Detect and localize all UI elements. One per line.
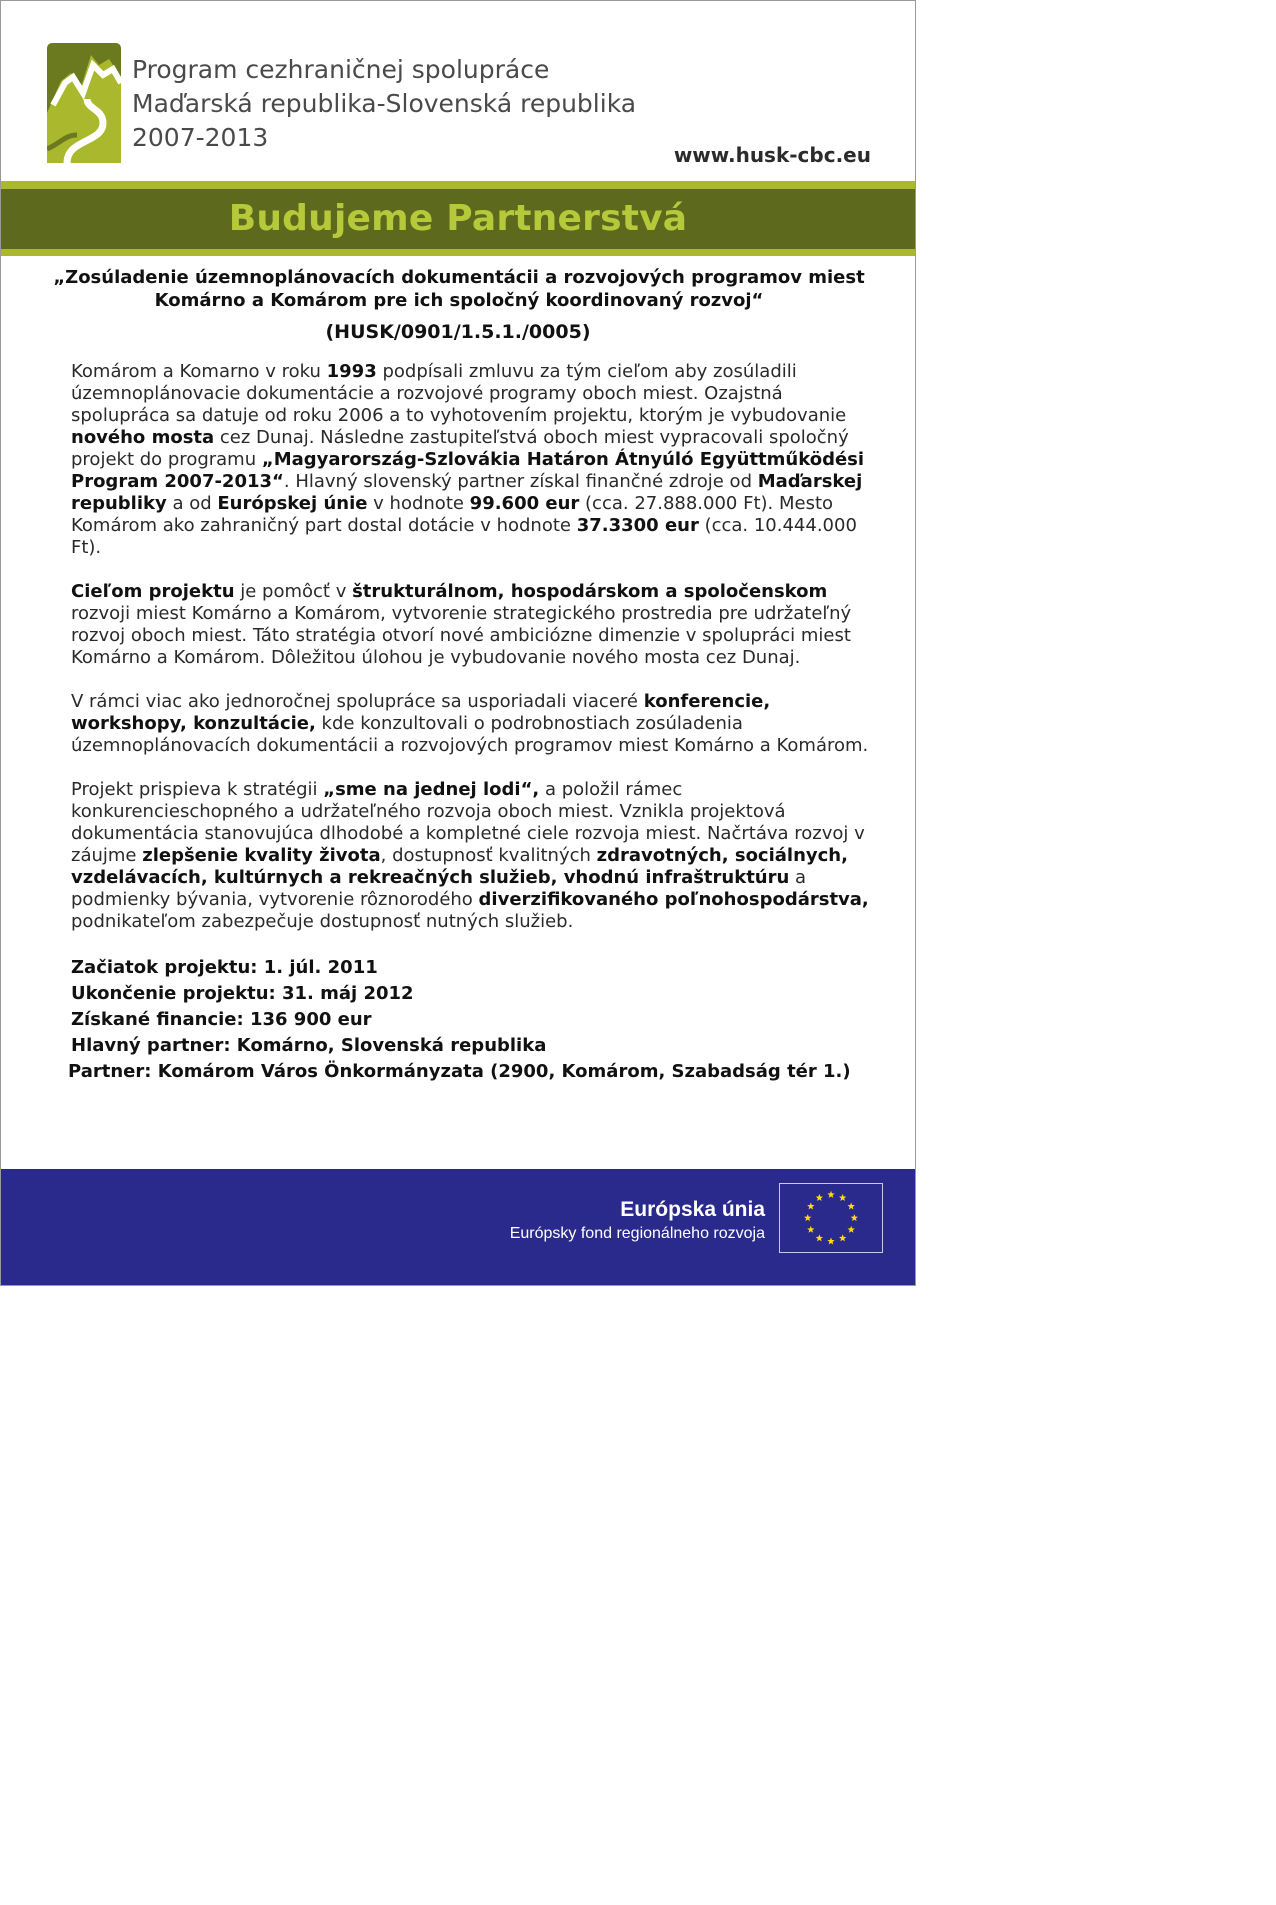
body-text: cez Dunaj. Následne zastupiteľstvá oboch miest vypracovali spoločný projekt do programu bbox=[71, 427, 849, 470]
eu-footer bbox=[1, 1169, 915, 1286]
eu-text bbox=[510, 1197, 765, 1245]
body-text: (cca. 10.444.000 Ft). bbox=[71, 515, 857, 558]
body-text: podnikateľom zabezpečuje dostupnosť nutných služieb. bbox=[71, 911, 574, 932]
paragraph bbox=[71, 361, 881, 559]
program-name bbox=[132, 53, 636, 155]
emphasis-text: zdravotných, sociálnych, vzdelávacích, kultúrnych a rekreačných služieb, vhodnú infraštruktúru bbox=[71, 845, 848, 888]
fact-funding: Získané financie: 136 900 eur bbox=[71, 1009, 372, 1030]
fact-start: Začiatok projektu: 1. júl. 2011 bbox=[71, 957, 378, 978]
paragraph bbox=[71, 691, 881, 757]
body-text: a podmienky bývania, vytvorenie rôznorodého bbox=[71, 867, 807, 910]
body-text: V rámci viac ako jednoročnej spolupráce sa usporiadali viaceré bbox=[71, 691, 644, 712]
body-text: Projekt prispieva k stratégii bbox=[71, 779, 324, 800]
project-content bbox=[68, 361, 881, 1085]
husk-logo-icon bbox=[47, 43, 121, 163]
eu-title: Európska únia bbox=[620, 1198, 765, 1221]
emphasis-text: Európskej únie bbox=[217, 493, 368, 514]
emphasis-text: Maďarskej republiky bbox=[71, 471, 863, 514]
paragraph bbox=[71, 581, 881, 669]
program-line: Program cezhraničnej spolupráce bbox=[132, 55, 550, 84]
body-text: kde konzultovali o podrobnostiach zosúladenia územnoplánovacích dokumentácii a rozvojových programov miest Komárno a Komárom. bbox=[71, 713, 869, 756]
emphasis-text: štrukturálnom, hospodárskom a spoločenskom bbox=[352, 581, 828, 602]
fact-partner: Partner: Komárom Város Önkormányzata (2900, Komárom, Szabadság tér 1.) bbox=[68, 1061, 851, 1082]
website-url: www.husk-cbc.eu bbox=[673, 143, 871, 167]
body-text: (cca. 27.888.000 Ft). Mesto Komárom ako zahraničný part dostal dotácie v hodnote bbox=[71, 493, 834, 536]
emphasis-text: zlepšenie kvality života bbox=[142, 845, 381, 866]
emphasis-text: nového mosta bbox=[71, 427, 215, 448]
project-code: (HUSK/0901/1.5.1./0005) bbox=[325, 321, 591, 343]
emphasis-text: 99.600 eur bbox=[469, 493, 580, 514]
band-top bbox=[1, 181, 915, 189]
eu-subtitle: Európsky fond regionálneho rozvoja bbox=[509, 1225, 765, 1242]
program-line: Maďarská republika-Slovenská republika bbox=[132, 89, 637, 118]
band-bottom bbox=[1, 249, 915, 256]
body-text: rozvoji miest Komárno a Komárom, vytvorenie strategického prostredia pre udržateľný rozvoj oboch miest. Táto stratégia otvorí nové ambiciózne dimenzie v spolupráci miest Komárno a Komárom. Dôležitou úlohou je vybudovanie nového mosta cez Dunaj. bbox=[71, 603, 852, 668]
emphasis-text: konferencie, workshopy, konzultácie, bbox=[71, 691, 771, 734]
project-facts bbox=[68, 955, 881, 1085]
body-text: . Hlavný slovenský partner získal finančné zdroje od bbox=[283, 471, 758, 492]
poster bbox=[0, 0, 916, 1286]
project-title: „Zosúladenie územnoplánovacích dokumentácii a rozvojových programov miest Komárno a Komárom pre ich spoločný koordinovaný rozvoj“ bbox=[53, 267, 865, 311]
body-text: v hodnote bbox=[367, 493, 470, 514]
paragraph bbox=[71, 779, 881, 933]
slogan: Budujeme Partnerstvá bbox=[228, 198, 688, 239]
program-line: 2007-2013 bbox=[132, 123, 269, 152]
fact-lead-partner: Hlavný partner: Komárno, Slovenská republika bbox=[71, 1035, 547, 1056]
emphasis-text: diverzifikovaného poľnohospodárstva, bbox=[478, 889, 869, 910]
emphasis-text: „sme na jednej lodi“, bbox=[323, 779, 540, 800]
emphasis-text: 37.3300 eur bbox=[576, 515, 699, 536]
body-text: a položil rámec konkurencieschopného a udržateľného rozvoja oboch miest. Vznikla projektová dokumentácia stanovujúca dlhodobé a kompletné ciele rozvoja miest. Načrtáva rozvoj v záujme bbox=[71, 779, 865, 866]
body-text: Komárom a Komarno v roku bbox=[71, 361, 327, 382]
body-text: , dostupnosť kvalitných bbox=[380, 845, 597, 866]
fact-end: Ukončenie projektu: 31. máj 2012 bbox=[71, 983, 414, 1004]
emphasis-text: „Magyarország-Szlovákia Határon Átnyúló Együttműködési Program 2007-2013“ bbox=[71, 449, 865, 492]
body-text: je pomôcť v bbox=[234, 581, 353, 602]
emphasis-text: 1993 bbox=[326, 361, 377, 382]
eu-flag-icon bbox=[779, 1183, 883, 1253]
body-text: podpísali zmluvu za tým cieľom aby zosúladili územnoplánovacie dokumentácie a rozvojové programy oboch miest. Ozajstná spolupráca sa datuje od roku 2006 a to vyhotovením projektu, ktorým je vybudovanie bbox=[71, 361, 847, 426]
emphasis-text: Cieľom projektu bbox=[71, 581, 235, 602]
body-text: a od bbox=[166, 493, 218, 514]
